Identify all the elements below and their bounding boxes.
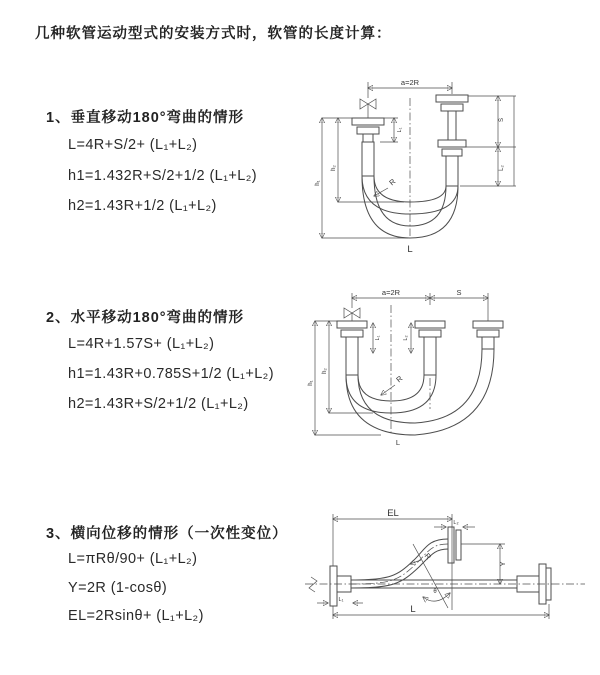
section-2-heading: 2、水平移动180°弯曲的情形	[46, 310, 245, 326]
upper-flange-assembly	[448, 527, 461, 563]
dimension-y	[461, 544, 507, 584]
radius-label: R	[394, 373, 405, 385]
dim-l1-label: L₁	[338, 597, 344, 603]
length-label: L	[407, 244, 413, 255]
section-3-formula-y: Y=2R (1-cosθ)	[68, 580, 168, 596]
dim-s-label: S	[456, 288, 462, 297]
valve-icon	[344, 308, 360, 321]
section-2-formula-l: L=4R+1.57S+ (L₁+L₂)	[68, 336, 215, 352]
radius-callout	[381, 374, 405, 395]
dim-h2-label: h₂	[322, 368, 328, 374]
valve-icon	[360, 99, 376, 118]
diagram-vertical-180-bend	[308, 68, 528, 263]
diagram-horizontal-180-bend	[303, 283, 538, 448]
dimension-l2	[498, 96, 514, 186]
section-1-formula-l: L=4R+S/2+ (L₁+L₂)	[68, 137, 198, 153]
dimension-l	[333, 604, 549, 619]
section-3-heading: 3、横向位移的情形（一次性变位）	[46, 526, 288, 542]
dim-h2-label: h₂	[331, 165, 337, 171]
dimension-s	[430, 288, 488, 298]
dim-l2-label: L₂	[403, 335, 409, 341]
dimension-a2r	[352, 288, 488, 321]
section-1-heading: 1、垂直移动180°弯曲的情形	[46, 110, 245, 126]
section-1-formula-h2: h2=1.43R+1/2 (L₁+L₂)	[68, 198, 217, 214]
dim-el-label: EL	[387, 508, 399, 519]
left-flange-assembly	[337, 321, 367, 375]
s-curve-hose	[351, 539, 448, 588]
right-flange-assembly	[436, 95, 468, 186]
dim-s-label: S	[499, 117, 505, 123]
dim-l1-label: L₁	[397, 127, 403, 133]
section-2-formula-h2: h2=1.43R+S/2+1/2 (L₁+L₂)	[68, 396, 249, 412]
right-flange-assembly	[473, 321, 503, 349]
diagram-lateral-displacement	[295, 500, 595, 630]
dimension-l1	[317, 597, 363, 603]
break-symbol	[309, 577, 317, 592]
braided-hose-section	[346, 337, 358, 375]
dimension-s	[460, 96, 516, 186]
radius-label: R	[422, 551, 434, 562]
middle-flange-assembly	[415, 321, 445, 375]
dim-h1-label: h₁	[308, 380, 314, 386]
section-1-formula-h1: h1=1.432R+S/2+1/2 (L₁+L₂)	[68, 168, 258, 184]
section-2-formula-h1: h1=1.43R+0.785S+1/2 (L₁+L₂)	[68, 366, 274, 382]
braided-hose-section	[424, 337, 436, 375]
dimension-h2	[331, 118, 404, 202]
braided-hose-section	[446, 156, 458, 186]
dimension-h1	[308, 321, 381, 435]
radius-callout	[374, 177, 398, 196]
length-label: L	[395, 438, 401, 447]
dimension-l1	[380, 118, 403, 142]
radius-label: R	[387, 176, 398, 188]
u-bend-hose	[346, 349, 494, 435]
dimension-l1	[373, 323, 381, 353]
left-flange-assembly	[352, 118, 384, 176]
braided-hose-section	[362, 142, 374, 176]
dim-a2r-label: a=2R	[400, 78, 420, 87]
section-3-formula-el: EL=2Rsinθ+ (L₁+L₂)	[68, 608, 204, 624]
dim-y-label: Y	[498, 561, 507, 567]
dimension-l2	[434, 520, 475, 527]
dim-l2-label: L₂	[499, 165, 505, 171]
dim-l2-label: L₂	[453, 520, 459, 526]
angle-theta-label: θ	[433, 589, 437, 595]
dim-a2r-label: a=2R	[381, 288, 401, 297]
dim-h1-label: h₁	[315, 180, 321, 186]
page-title: 几种软管运动型式的安装方式时，软管的长度计算：	[35, 26, 392, 42]
dim-l1-label: L₁	[375, 335, 381, 341]
dimension-h2	[322, 321, 373, 413]
section-3-formula-l: L=πRθ/90+ (L₁+L₂)	[68, 551, 198, 567]
dimension-l2	[403, 323, 411, 353]
dim-l-label: L	[410, 604, 416, 615]
